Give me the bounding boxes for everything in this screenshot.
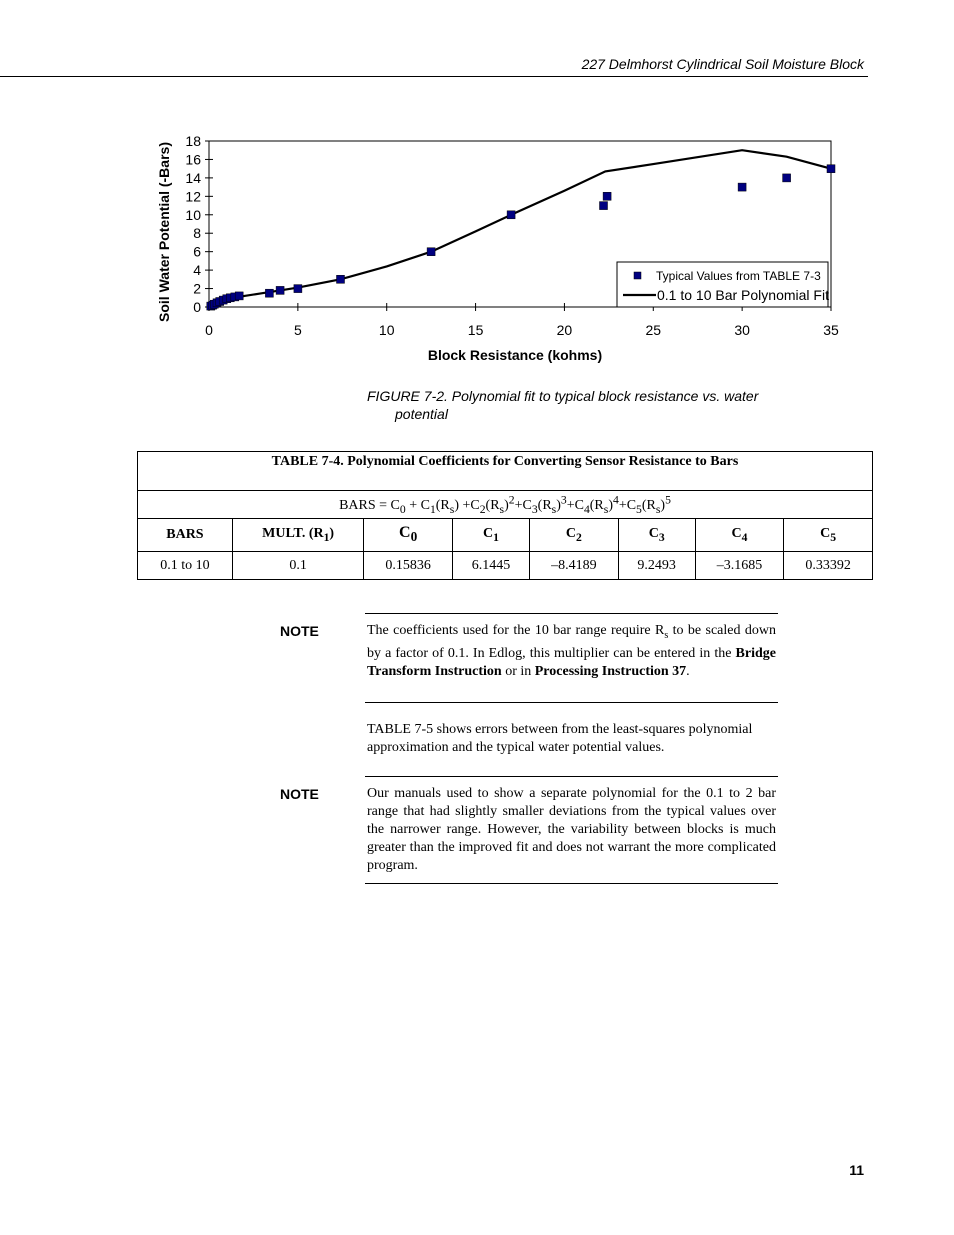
table-title: TABLE 7-4. Polynomial Coefficients for Converting Sensor Resistance to Bars bbox=[138, 452, 873, 491]
data-point bbox=[783, 174, 791, 182]
page-number: 11 bbox=[849, 1162, 864, 1178]
x-axis-label: Block Resistance (kohms) bbox=[427, 347, 603, 363]
y-tick-label: 8 bbox=[193, 225, 201, 242]
figure-7-2-chart bbox=[150, 115, 870, 375]
data-point bbox=[235, 292, 243, 300]
note-2-label: NOTE bbox=[280, 786, 319, 802]
note-1-text bbox=[367, 622, 776, 681]
y-tick-label: 18 bbox=[185, 133, 201, 149]
legend-entry-points: Typical Values from TABLE 7-3 bbox=[656, 269, 821, 283]
cell-c1: 6.1445 bbox=[452, 552, 529, 580]
cell-c4: –3.1685 bbox=[695, 552, 784, 580]
x-tick-label: 5 bbox=[293, 322, 302, 338]
y-tick-label: 0 bbox=[193, 299, 201, 315]
header-c5: $C_5$ bbox=[784, 519, 873, 552]
table-row bbox=[138, 552, 873, 580]
x-tick-label: 15 bbox=[467, 322, 484, 338]
header-c0: $C_0$ bbox=[364, 519, 453, 552]
cell-c0: 0.15836 bbox=[364, 552, 453, 580]
data-point bbox=[603, 192, 611, 200]
y-tick-label: 12 bbox=[185, 188, 201, 205]
x-tick-label: 30 bbox=[734, 322, 750, 338]
header-rule bbox=[0, 76, 868, 77]
data-point bbox=[337, 275, 345, 283]
note-2-bottom-rule bbox=[365, 883, 778, 884]
note-1-bold-2: Processing Instruction 37 bbox=[534, 663, 687, 679]
running-header: 227 Delmhorst Cylindrical Soil Moisture Block bbox=[581, 56, 864, 72]
y-tick-label: 10 bbox=[185, 206, 201, 223]
cell-c5: 0.33392 bbox=[784, 552, 873, 580]
note-1-top-rule bbox=[365, 613, 778, 614]
cell-mult: 0.1 bbox=[232, 552, 364, 580]
x-tick-label: 0 bbox=[205, 322, 213, 338]
header-c2: $C_2$ bbox=[530, 519, 619, 552]
note-1-text-a: The coefficients used for the 10 bar range require R bbox=[367, 623, 665, 638]
legend-entry-line: 0.1 to 10 Bar Polynomial Fit bbox=[657, 287, 829, 303]
figure-caption bbox=[367, 387, 827, 423]
coefficients-table bbox=[137, 451, 873, 580]
note-1-bold-1: Bridge Transform Instruction bbox=[367, 645, 776, 679]
legend-point-swatch bbox=[634, 272, 641, 279]
x-tick-label: 25 bbox=[645, 322, 662, 338]
equation-text: BARS = $C_0 + C_1(R_s) +C_2(R_s)^2+C_3(R_s)^3+C_4(R_s)^4+C_5(R_s)^5$ bbox=[339, 493, 671, 516]
note-1-label: NOTE bbox=[280, 623, 319, 639]
note-1-subscript: s bbox=[664, 629, 669, 641]
cell-bars: 0.1 to 10 bbox=[138, 552, 233, 580]
header-c1: $C_1$ bbox=[452, 519, 529, 552]
data-point bbox=[276, 286, 284, 294]
y-axis-label: Soil Water Potential (-Bars) bbox=[156, 142, 172, 322]
caption-line-1: FIGURE 7-2. Polynomial fit to typical block resistance vs. water bbox=[367, 388, 759, 404]
cell-c3: 9.2493 bbox=[618, 552, 695, 580]
x-tick-label: 35 bbox=[823, 322, 839, 338]
x-tick-label: 10 bbox=[378, 322, 395, 338]
y-tick-label: 14 bbox=[185, 169, 201, 186]
note-2-text: Our manuals used to show a separate polynomial for the 0.1 to 2 bar range that had slightly smaller deviations from the typical values over the narrower range. However, the variability between blocks is much greater than the improved fit and does not warrant the more complicated program. bbox=[367, 786, 776, 873]
data-point bbox=[294, 285, 302, 293]
header-c4: $C_4$ bbox=[695, 519, 784, 552]
data-point bbox=[827, 165, 835, 173]
y-tick-label: 16 bbox=[185, 151, 201, 168]
x-tick-label: 20 bbox=[556, 322, 573, 338]
header-c3: $C_3$ bbox=[618, 519, 695, 552]
table-equation bbox=[138, 491, 873, 519]
y-tick-label: 6 bbox=[193, 243, 201, 260]
note-2-top-rule bbox=[365, 776, 778, 777]
note-1-text-c: or in bbox=[501, 663, 535, 679]
caption-line-2: potential bbox=[395, 406, 448, 422]
data-point bbox=[738, 183, 746, 191]
data-point bbox=[427, 248, 435, 256]
data-point bbox=[600, 202, 608, 210]
cell-c2: –8.4189 bbox=[530, 552, 619, 580]
y-tick-label: 4 bbox=[193, 262, 201, 279]
note-1-text-b: to be scaled down by a factor of 0.1. In Edlog, this multiplier can be entered in the bbox=[367, 623, 776, 661]
y-tick-label: 2 bbox=[193, 280, 201, 297]
data-point bbox=[507, 211, 515, 219]
data-point bbox=[265, 289, 273, 297]
header-bars: BARS bbox=[138, 519, 233, 552]
note-1-text-d: . bbox=[686, 663, 690, 679]
note-1-bottom-rule bbox=[365, 702, 778, 703]
body-paragraph: TABLE 7-5 shows errors between from the least-squares polynomial approximation and the typical water potential values. bbox=[367, 722, 753, 755]
header-mult: MULT. $(R_1)$ bbox=[232, 519, 364, 552]
